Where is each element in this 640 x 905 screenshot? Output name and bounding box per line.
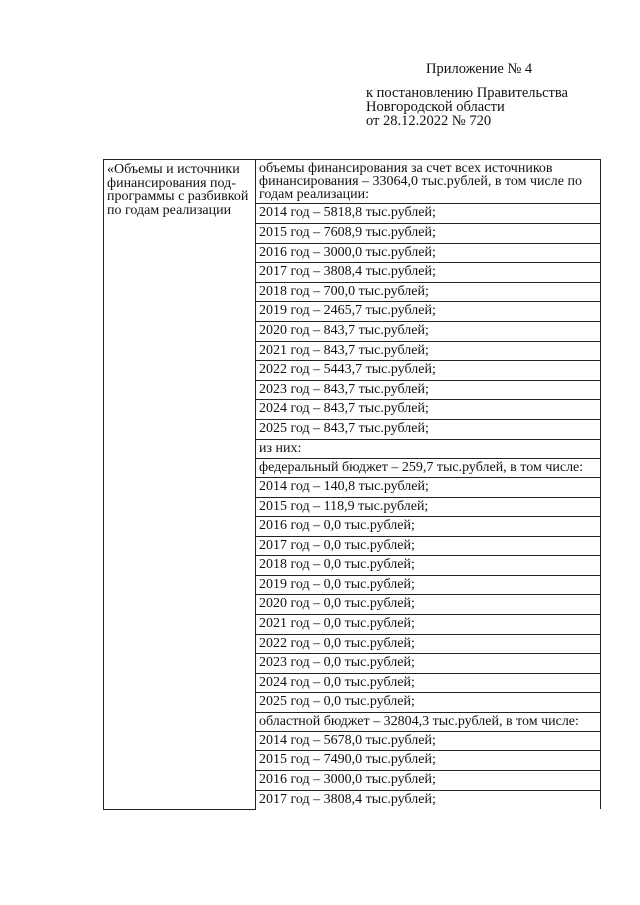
funding-line: 2023 год – 843,7 тыс.рублей; (256, 380, 601, 400)
funding-line: 2020 год – 843,7 тыс.рублей; (256, 321, 601, 341)
funding-line: 2017 год – 3808,4 тыс.рублей; (256, 263, 601, 283)
funding-line: 2017 год – 3808,4 тыс.рублей; (256, 790, 601, 809)
funding-line: из них: (256, 439, 601, 459)
funding-line: 2016 год – 3000,0 тыс.рублей; (256, 771, 601, 791)
funding-line: 2014 год – 5818,8 тыс.рублей; (256, 204, 601, 224)
funding-line: 2018 год – 700,0 тыс.рублей; (256, 282, 601, 302)
table-row (104, 160, 601, 204)
funding-line: 2016 год – 3000,0 тыс.рублей; (256, 243, 601, 263)
funding-line: 2019 год – 0,0 тыс.рублей; (256, 575, 601, 595)
funding-table (103, 159, 601, 810)
funding-line: 2020 год – 0,0 тыс.рублей; (256, 595, 601, 615)
funding-line: 2025 год – 0,0 тыс.рублей; (256, 693, 601, 713)
funding-line: 2014 год – 5678,0 тыс.рублей; (256, 731, 601, 751)
appendix-line-1: к постановлению Правительства (366, 85, 568, 101)
funding-line: объемы финансирования за счет всех источников финансирования – 33064,0 тыс.рублей, в том числе по годам реализации: (256, 160, 601, 204)
appendix-title: Приложение № 4 (426, 61, 533, 77)
funding-line: 2021 год – 0,0 тыс.рублей; (256, 615, 601, 635)
funding-line: 2022 год – 5443,7 тыс.рублей; (256, 361, 601, 381)
funding-line: 2016 год – 0,0 тыс.рублей; (256, 517, 601, 537)
funding-line: 2015 год – 118,9 тыс.рублей; (256, 497, 601, 517)
funding-line: 2022 год – 0,0 тыс.рублей; (256, 634, 601, 654)
funding-line: 2017 год – 0,0 тыс.рублей; (256, 536, 601, 556)
funding-line: 2018 год – 0,0 тыс.рублей; (256, 556, 601, 576)
funding-line: 2014 год – 140,8 тыс.рублей; (256, 477, 601, 497)
funding-line: 2024 год – 843,7 тыс.рублей; (256, 400, 601, 420)
subprogram-label: «Объемы и источники финансирования под-программы с разбивкой по годам реализации (104, 160, 256, 810)
appendix-line-3: от 28.12.2022 № 720 (366, 113, 492, 129)
appendix-line-2: Новгородской области (366, 99, 505, 115)
funding-line: 2015 год – 7490,0 тыс.рублей; (256, 751, 601, 771)
funding-line: 2021 год – 843,7 тыс.рублей; (256, 341, 601, 361)
funding-line: 2023 год – 0,0 тыс.рублей; (256, 654, 601, 674)
funding-line: 2019 год – 2465,7 тыс.рублей; (256, 302, 601, 322)
appendix-header (366, 62, 616, 128)
funding-line: областной бюджет – 32804,3 тыс.рублей, в том числе: (256, 713, 601, 732)
funding-line: федеральный бюджет – 259,7 тыс.рублей, в том числе: (256, 459, 601, 478)
funding-line: 2015 год – 7608,9 тыс.рублей; (256, 223, 601, 243)
funding-line: 2025 год – 843,7 тыс.рублей; (256, 419, 601, 439)
funding-line: 2024 год – 0,0 тыс.рублей; (256, 673, 601, 693)
funding-table-body (104, 160, 601, 810)
